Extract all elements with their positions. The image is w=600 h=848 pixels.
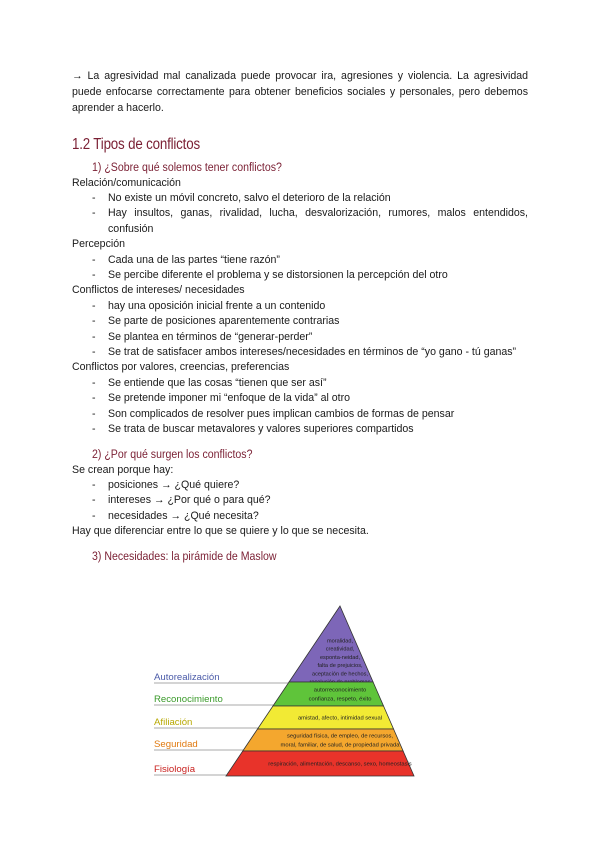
list-item: - Se pretende imponer mi “enfoque de la vida” al otro xyxy=(72,391,528,406)
list-item: - posiciones → ¿Qué quiere? xyxy=(72,478,528,493)
list-item: - hay una oposición inicial frente a un contenido xyxy=(72,299,528,314)
group-intereses xyxy=(72,283,528,360)
pyramid-level-text: falta de prejuicios, xyxy=(317,663,363,670)
pyramid-level-text: creatividad, xyxy=(325,646,355,653)
pyramid-level-label: Reconocimiento xyxy=(154,694,223,705)
list-item: - Se percibe diferente el problema y se distorsionen la percepción del otro xyxy=(72,268,528,283)
group-label: Relación/comunicación xyxy=(72,176,181,189)
pyramid-level-text: respiración, alimentación, descanso, sexo, homeostasis xyxy=(268,761,412,768)
list-item: - Cada una de las partes “tiene razón” xyxy=(72,253,528,268)
list-item: - Se entiende que las cosas “tienen que ser así” xyxy=(72,376,528,391)
list-item: - No existe un móvil concreto, salvo el deterioro de la relación xyxy=(72,191,528,206)
pyramid-level-text: moral, familiar, de salud, de propiedad privada xyxy=(280,742,400,749)
question-1-title: 1) ¿Sobre qué solemos tener conflictos? xyxy=(92,159,282,174)
maslow-pyramid xyxy=(152,604,418,780)
list-item: - Son complicados de resolver pues implican cambios de formas de pensar xyxy=(72,407,528,422)
question-3-title: 3) Necesidades: la pirámide de Maslow xyxy=(92,548,277,563)
causes-conclusion: Hay que diferenciar entre lo que se quiere y lo que se necesita. xyxy=(72,525,369,538)
pyramid-level-text: moralidad, xyxy=(326,638,354,645)
pyramid-level-text: seguridad física, de empleo, de recursos, xyxy=(286,733,394,740)
list-item: - necesidades → ¿Qué necesita? xyxy=(72,509,528,524)
group-percepcion xyxy=(72,237,528,283)
pyramid-level-label: Seguridad xyxy=(154,739,198,750)
group-relacion xyxy=(72,176,528,238)
list-item: - Hay insultos, ganas, rivalidad, lucha, desvalorización, rumores, malos entendidos, confusión xyxy=(72,206,528,237)
list-item: - intereses → ¿Por qué o para qué? xyxy=(72,493,528,508)
pyramid-level-text: autorreconocimiento xyxy=(313,687,367,694)
maslow-pyramid-graphic xyxy=(152,604,418,780)
list-item: - Se trata de buscar metavalores y valores superiores compartidos xyxy=(72,422,528,437)
section-title: 1.2 Tipos de conflictos xyxy=(72,135,200,153)
pyramid-level-text: amistad, afecto, intimidad sexual xyxy=(297,715,383,722)
group-label: Conflictos por valores, creencias, preferencias xyxy=(72,361,290,374)
pyramid-level-label: Afiliación xyxy=(154,717,193,728)
question-2-title: 2) ¿Por qué surgen los conflictos? xyxy=(92,446,253,461)
pyramid-level-text: esponta-neidad, xyxy=(319,654,361,661)
pyramid-level-label: Fisiología xyxy=(154,764,196,775)
group-label: Percepción xyxy=(72,238,125,251)
pyramid-level-label: Autorealización xyxy=(154,672,220,683)
list-item: - Se trat de satisfacer ambos intereses/necesidades en términos de “yo gano - tú ganas” xyxy=(72,345,528,360)
group-valores xyxy=(72,360,528,437)
pyramid-level-text: aceptación de hechos, xyxy=(312,671,368,678)
document-page xyxy=(72,68,528,565)
conflict-types xyxy=(72,176,528,438)
causes-lead: Se crean porque hay: xyxy=(72,463,174,476)
pyramid-level-text: confianza, respeto, éxito xyxy=(308,696,372,703)
list-item: - Se parte de posiciones aparentemente contrarias xyxy=(72,314,528,329)
list-item: - Se plantea en términos de “generar-perder” xyxy=(72,330,528,345)
conflict-causes xyxy=(72,463,528,540)
intro-paragraph: → La agresividad mal canalizada puede provocar ira, agresiones y violencia. La agresividad puede enfocarse correctamente para obtener beneficios sociales y personales, pero debemos aprender a hacerlo. xyxy=(72,70,528,115)
group-label: Conflictos de intereses/ necesidades xyxy=(72,284,245,297)
